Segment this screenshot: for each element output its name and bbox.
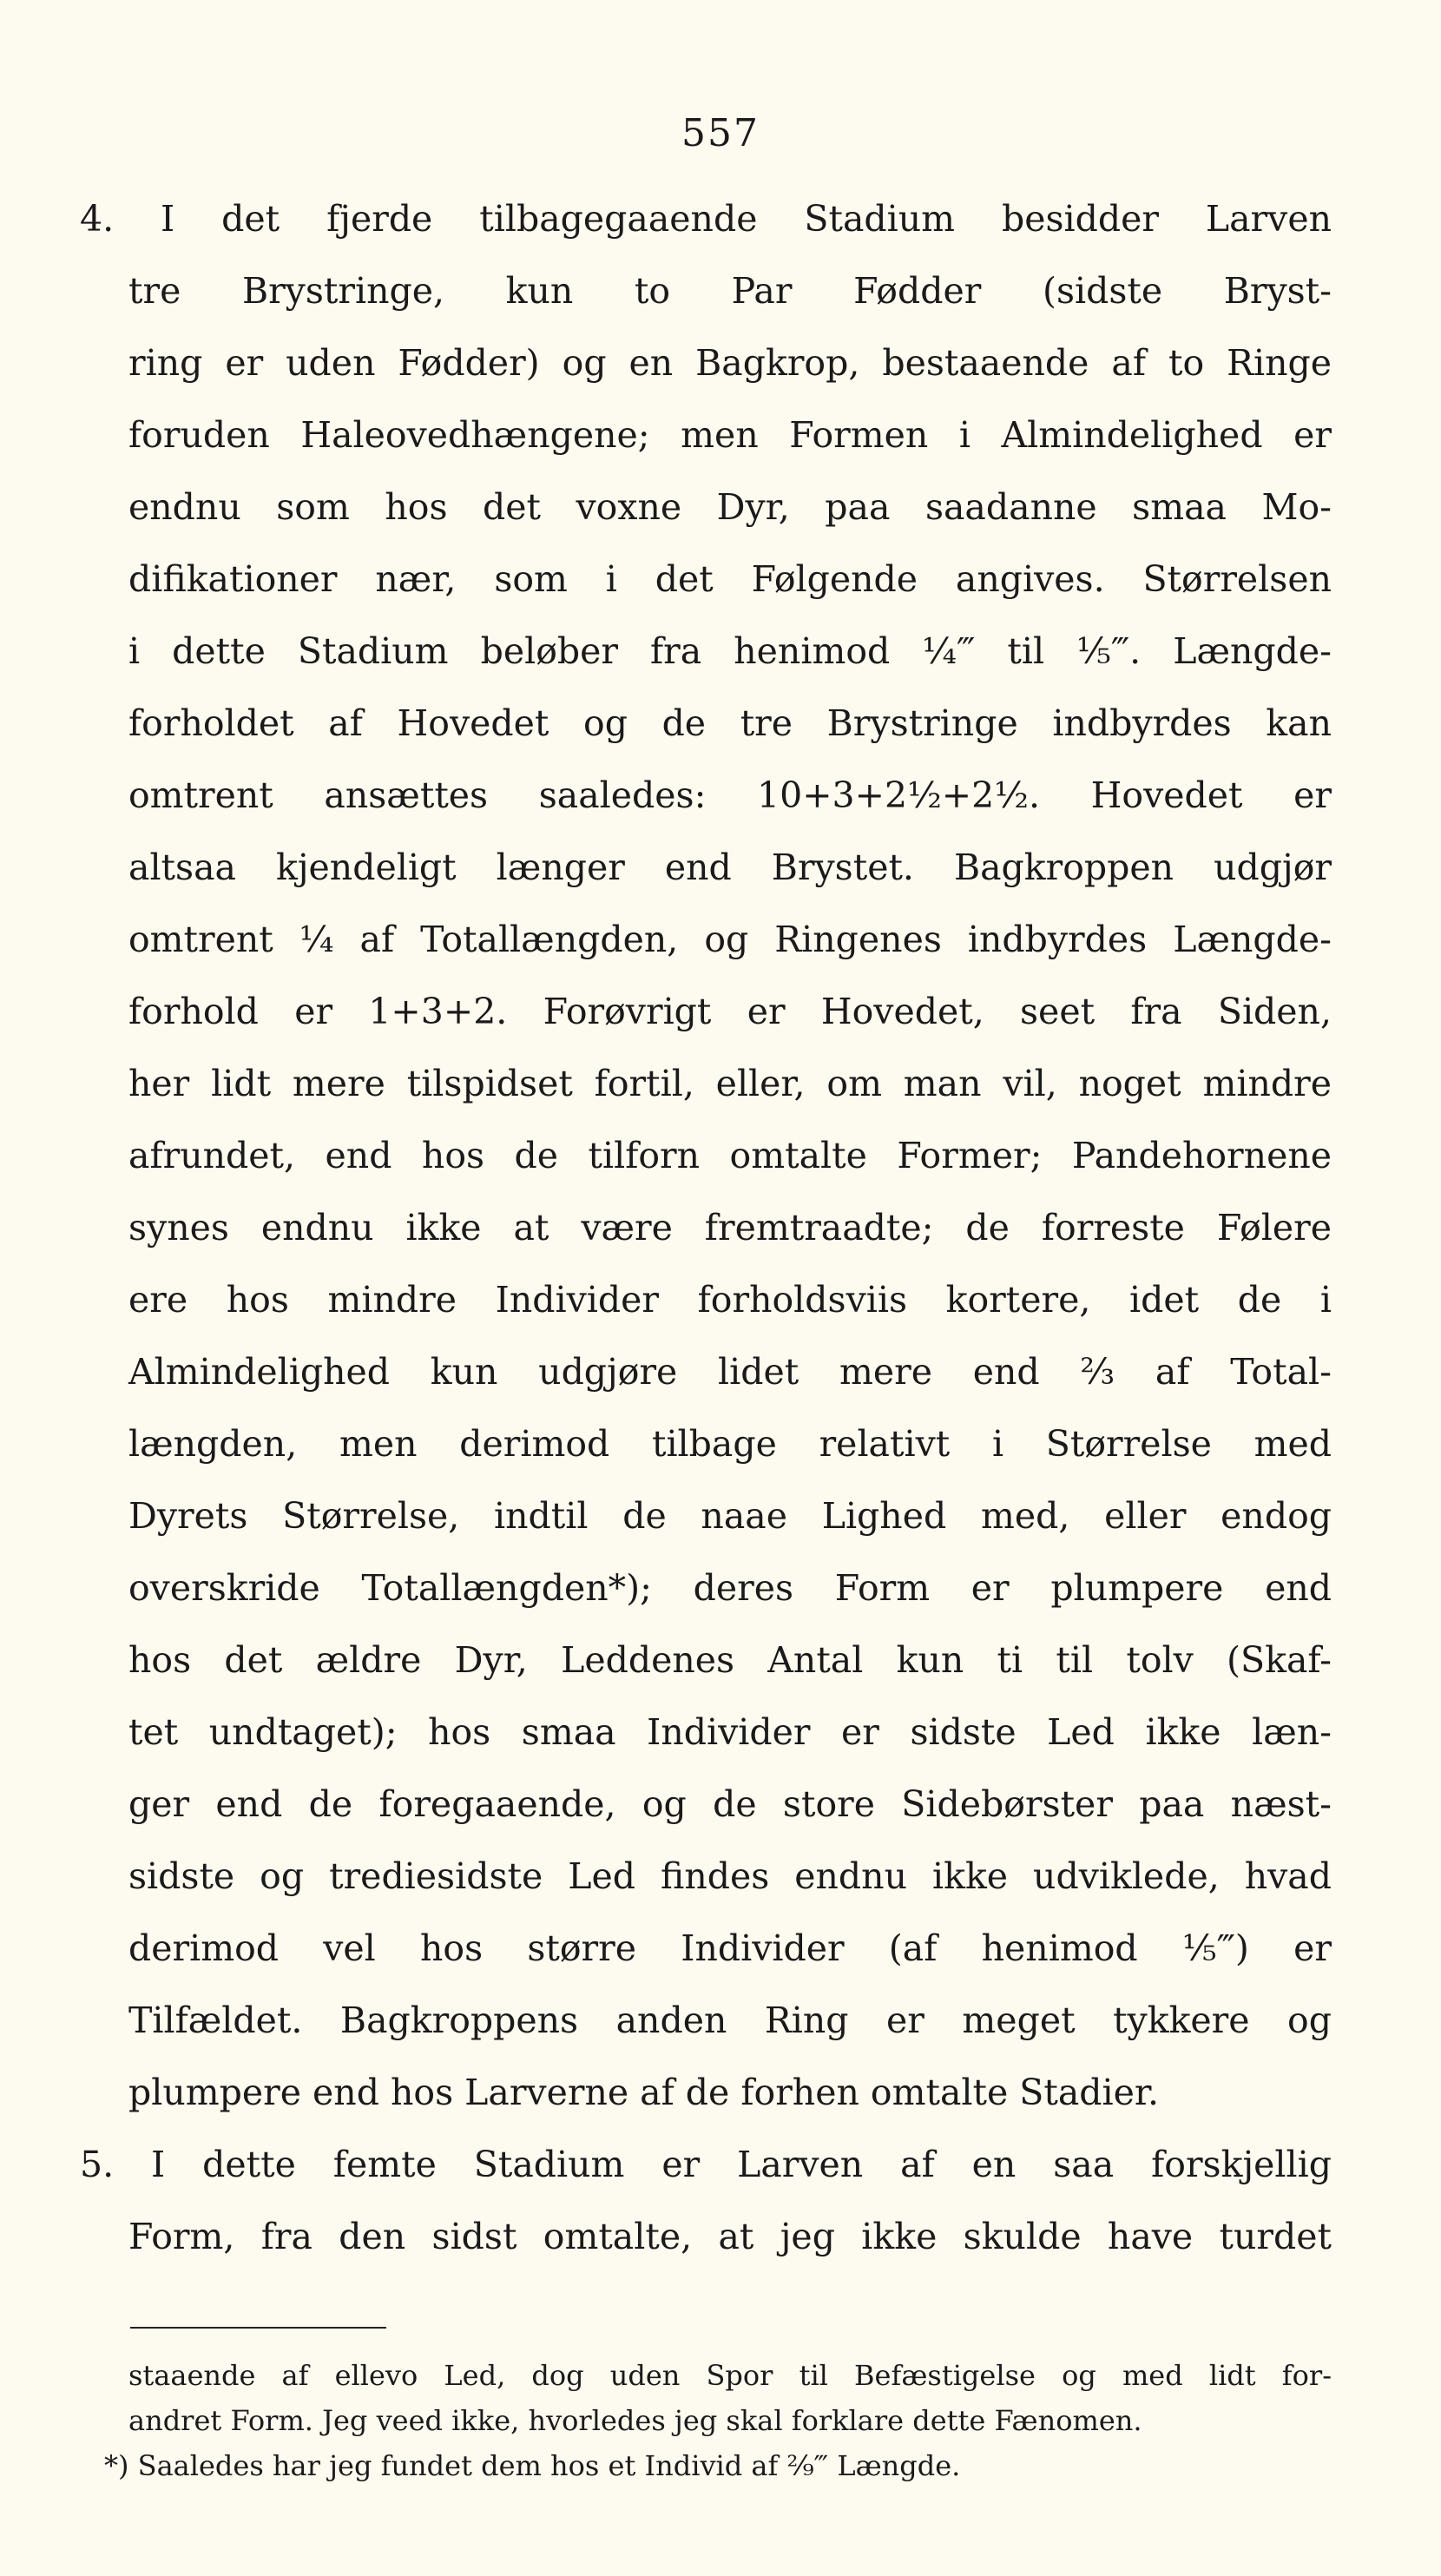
body-line-1: 4. I det fjerde tilbagegaaende Stadium besidder Larven	[80, 198, 1332, 240]
body-line-26: Tilfældet. Bagkroppens anden Ring er meget tykkere og	[128, 2000, 1332, 2041]
body-line-9: omtrent ansættes saaledes: 10+3+2½+2½. Hovedet er	[128, 774, 1332, 816]
body-line-27: plumpere end hos Larverne af de forhen omtalte Stadier.	[128, 2072, 1160, 2113]
body-line-21: hos det ældre Dyr, Leddenes Antal kun ti til tolv (Skaf-	[128, 1639, 1332, 1681]
body-line-22: tet undtaget); hos smaa Individer er sidste Led ikke læn-	[128, 1711, 1332, 1753]
body-line-25: derimod vel hos større Individer (af henimod ⅕‴) er	[128, 1927, 1332, 1969]
body-line-13: her lidt mere tilspidset fortil, eller, om man vil, noget mindre	[128, 1063, 1332, 1104]
body-line-11: omtrent ¼ af Totallængden, og Ringenes indbyrdes Længde-	[128, 919, 1332, 960]
body-line-23: ger end de foregaaende, og de store Sidebørster paa næst-	[128, 1783, 1332, 1825]
body-line-29: Form, fra den sidst omtalte, at jeg ikke skulde have turdet	[128, 2216, 1332, 2257]
body-line-24: sidste og trediesidste Led findes endnu ikke udviklede, hvad	[128, 1855, 1332, 1897]
footnote-line-3: *) Saaledes har jeg fundet dem hos et Individ af ²⁄₉‴ Længde.	[104, 2449, 961, 2482]
body-line-12: forhold er 1+3+2. Forøvrigt er Hovedet, seet fra Siden,	[128, 991, 1332, 1032]
body-line-14: afrundet, end hos de tilforn omtalte Former; Pandehornene	[128, 1135, 1332, 1176]
footnote-divider	[130, 2327, 386, 2329]
footnote-line-2: andret Form. Jeg veed ikke, hvorledes jeg skal forklare dette Fænomen.	[128, 2404, 1142, 2437]
body-line-15: synes endnu ikke at være fremtraadte; de forreste Følere	[128, 1207, 1332, 1248]
body-line-3: ring er uden Fødder) og en Bagkrop, bestaaende af to Ringe	[128, 342, 1332, 384]
body-line-18: længden, men derimod tilbage relativt i Størrelse med	[128, 1423, 1332, 1465]
body-line-5: endnu som hos det voxne Dyr, paa saadanne smaa Mo-	[128, 486, 1332, 528]
body-line-28: 5. I dette femte Stadium er Larven af en saa forskjellig	[80, 2144, 1332, 2185]
body-line-10: altsaa kjendeligt længer end Brystet. Bagkroppen udgjør	[128, 847, 1332, 888]
body-line-19: Dyrets Størrelse, indtil de naae Lighed med, eller endog	[128, 1495, 1332, 1537]
footnote-line-1: staaende af ellevo Led, dog uden Spor til Befæstigelse og med lidt for-	[128, 2359, 1332, 2392]
body-line-8: forholdet af Hovedet og de tre Brystringe indbyrdes kan	[128, 702, 1332, 744]
page-number: 557	[681, 111, 760, 155]
body-line-4: foruden Haleovedhængene; men Formen i Almindelighed er	[128, 414, 1332, 456]
body-line-20: overskride Totallængden*); deres Form er plumpere end	[128, 1567, 1332, 1609]
body-line-2: tre Brystringe, kun to Par Fødder (sidste Bryst-	[128, 270, 1332, 312]
body-line-16: ere hos mindre Individer forholdsviis kortere, idet de i	[128, 1279, 1332, 1321]
body-line-6: difikationer nær, som i det Følgende angives. Størrelsen	[128, 558, 1332, 600]
body-line-7: i dette Stadium beløber fra henimod ¼‴ til ⅕‴. Længde-	[128, 630, 1332, 672]
body-line-17: Almindelighed kun udgjøre lidet mere end ⅔ af Total-	[128, 1351, 1332, 1393]
